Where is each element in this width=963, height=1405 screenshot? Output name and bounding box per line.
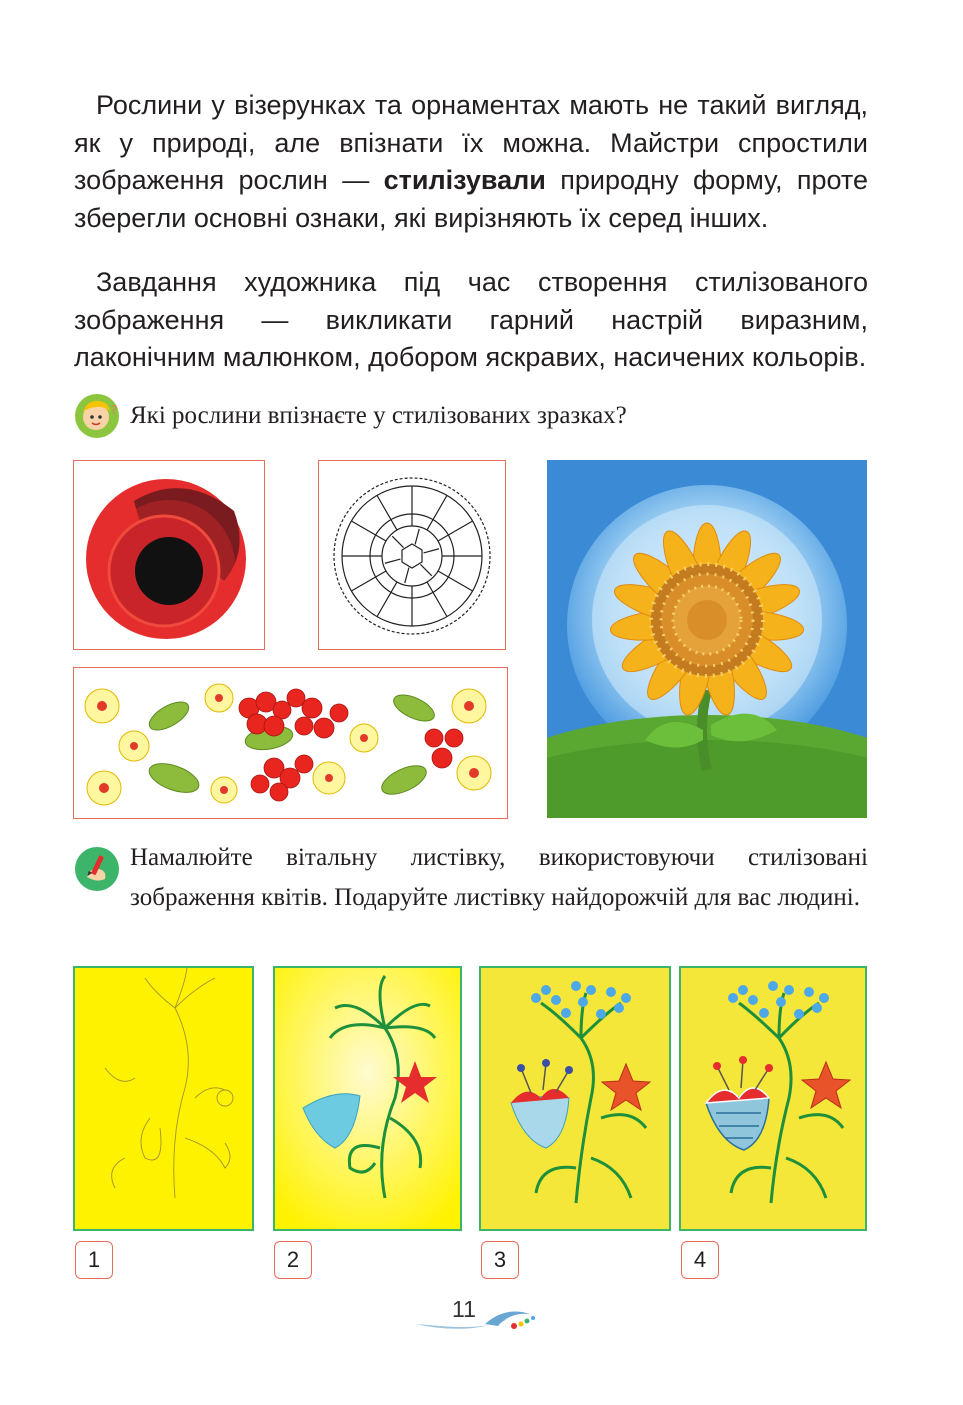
intro-text-start: Рослини у візерунках та орнаментах мають не такий вигляд, як у природі, але впізнати їх можна. Майстри спростили зображення рослин — [74, 90, 868, 195]
sunflower-painting [547, 460, 867, 818]
step-3-detail [479, 966, 671, 1231]
page-number: 11 [452, 1296, 476, 1322]
step-number-4: 4 [681, 1241, 719, 1279]
task-description-paragraph: Завдання художника під час створення стилізованого зображення — викликати гарний настрій виразним, лаконічним малюнком, добором яскравих, насичених кольорів. [74, 267, 868, 372]
step-number-2: 2 [274, 1241, 312, 1279]
intro-paragraph [74, 87, 868, 237]
intro-text-end: природну форму, проте зберегли основні ознаки, які вирізняють їх серед інших. [74, 165, 868, 233]
svg-text:?: ? [111, 403, 118, 418]
step-number-3: 3 [481, 1241, 519, 1279]
step-2-color [273, 966, 462, 1231]
pencil-hand-icon [75, 847, 119, 891]
petrykivka-ornament [73, 667, 508, 819]
intro-bold-term: стилізували [383, 165, 546, 195]
step-number-1: 1 [75, 1241, 113, 1279]
page-number-swoosh [410, 1296, 545, 1336]
step-4-final [679, 966, 867, 1231]
question-text: Які рослини впізнаєте у стилізованих зразках? [130, 402, 627, 429]
drawing-task-text: Намалюйте вітальну листівку, використовуючи стилізовані зображення квітів. Подаруйте листівку найдорожчій для вас людині. [130, 844, 868, 911]
child-thinking-icon [75, 394, 119, 438]
step-1-sketch [73, 966, 254, 1231]
sunflower-outline-image [318, 460, 506, 650]
poppy-image [73, 460, 265, 650]
